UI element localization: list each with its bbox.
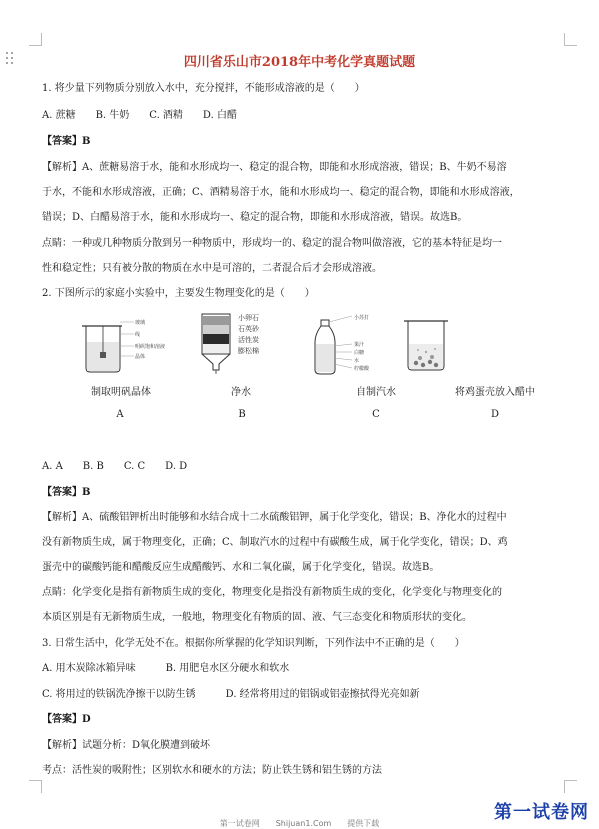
q1-analysis-line: 于水，不能和水形成溶液，正确；C、酒精易溶于水，能和水形成均一、稳定的混合物，即能和水形成溶液， xyxy=(42,187,520,198)
figure-b-label: 膨松棉 xyxy=(238,347,259,355)
q2-options: A. A B. B C. C D. D xyxy=(42,461,188,472)
q2-analysis-line: 没有新物质生成，属于物理变化，正确；C、制取汽水的过程中有碳酸生成，属于化学变化，错误；D、鸡 xyxy=(42,537,508,548)
figure-d-caption: 将鸡蛋壳放入醋中 xyxy=(455,387,535,398)
q3-stem: 3. 日常生活中，化学无处不在。根据你所掌握的化学知识判断，下列作法中不正确的是（ ） xyxy=(42,638,465,649)
q1-stem: 1. 将少量下列物质分别放入水中，充分搅拌，不能形成溶液的是（ ） xyxy=(42,83,365,94)
figure-c-letter: C xyxy=(372,409,380,420)
figure-c-label: 果汁 xyxy=(354,342,365,348)
q3-options-line: C. 将用过的铁锅洗净擦干以防生锈 D. 经常将用过的铝锅或铝壶擦拭得光亮如新 xyxy=(42,689,420,700)
q1-tip-line: 性和稳定性；只有被分散的物质在水中是可溶的，二者混合后才会形成溶液。 xyxy=(42,263,382,274)
figure-b-letter: B xyxy=(238,409,246,420)
q3-analysis-line: 【解析】试题分析：D氧化膜遭到破坏 xyxy=(42,740,211,751)
figure-c-label: 水 xyxy=(354,358,360,364)
q1-analysis-line: 【解析】A、蔗糖易溶于水，能和水形成均一、稳定的混合物，即能和水形成溶液，错误；B、牛奶不易溶 xyxy=(42,162,507,173)
q3-topic-line: 考点：活性炭的吸附性；区别软水和硬水的方法；防止铁生锈和铝生锈的方法 xyxy=(42,765,382,776)
crop-mark-bottom-left xyxy=(29,780,42,793)
brand-logo-text: 第一试卷网 xyxy=(494,802,589,823)
q1-analysis-line: 错误；D、白醋易溶于水，能和水形成均一、稳定的混合物，即能和水形成溶液，错误。故选B。 xyxy=(42,212,468,223)
figure-c-caption: 自制汽水 xyxy=(356,387,396,398)
figure-a-label: 玻璃 xyxy=(135,320,146,326)
figure-a-letter: A xyxy=(116,409,124,420)
figure-c-soda-bottle xyxy=(312,312,392,376)
page-title: 四川省乐山市2018年中考化学真题试题 xyxy=(183,55,416,70)
q2-analysis-line: 【解析】A、硫酸铝钾析出时能够和水结合成十二水硫酸铝钾，属于化学变化，错误；B、净化水的过程中 xyxy=(42,512,507,523)
figure-a-label: 线 xyxy=(135,332,141,338)
crop-mark-top-right xyxy=(564,33,577,46)
figure-c-label: 小苏打 xyxy=(354,315,370,321)
figure-b-caption: 净水 xyxy=(231,387,251,398)
q2-tip-line: 点睛：化学变化是指有新物质生成的变化，物理变化是指没有新物质生成的变化，化学变化与物理变化的 xyxy=(42,587,502,598)
q2-stem: 2. 下图所示的家庭小实验中，主要发生物理变化的是（ ） xyxy=(42,288,315,299)
q3-answer: 【答案】D xyxy=(42,714,91,725)
q3-options-line: A. 用木炭除冰箱异味 B. 用肥皂水区分硬水和软水 xyxy=(42,663,290,674)
figure-d-letter: D xyxy=(490,409,500,420)
q2-tip-line: 本质区别是有无新物质生成，一般地，物理变化有物质的固、液、气三态变化和物质形状的变化。 xyxy=(42,612,472,623)
figure-d-eggshell-cup xyxy=(402,316,452,374)
figure-c-label: 柠檬酸 xyxy=(354,366,370,372)
figure-a-crystal-beaker xyxy=(78,312,168,374)
crop-mark-bottom-right xyxy=(564,780,577,793)
figure-b-label: 小卵石 xyxy=(238,314,259,322)
figure-c-label: 白糖 xyxy=(354,350,365,356)
q2-answer: 【答案】B xyxy=(42,487,91,498)
figure-b-label: 活性炭 xyxy=(238,336,259,344)
q1-tip-line: 点睛：一种或几种物质分散到另一种物质中，形成均一的、稳定的混合物叫做溶液，它的基本特征是均一 xyxy=(42,238,502,249)
figure-b-water-filter xyxy=(196,310,286,376)
figure-a-caption: 制取明矾晶体 xyxy=(91,387,151,398)
q1-options: A. 蔗糖 B. 牛奶 C. 酒精 D. 白醋 xyxy=(42,110,237,121)
page-footer: 第一试卷网 Shijuan1.Com 提供下载 xyxy=(219,819,380,828)
crop-mark-top-left xyxy=(29,33,42,46)
figure-b-label: 石英砂 xyxy=(238,325,259,333)
q1-answer: 【答案】B xyxy=(42,136,91,147)
q2-analysis-line: 蛋壳中的碳酸钙能和醋酸反应生成醋酸钙、水和二氧化碳，属于化学变化，错误。故选B。 xyxy=(42,562,440,573)
figure-a-label: 晶体 xyxy=(135,354,146,360)
figure-a-label: 明矾饱和溶液 xyxy=(135,344,166,350)
